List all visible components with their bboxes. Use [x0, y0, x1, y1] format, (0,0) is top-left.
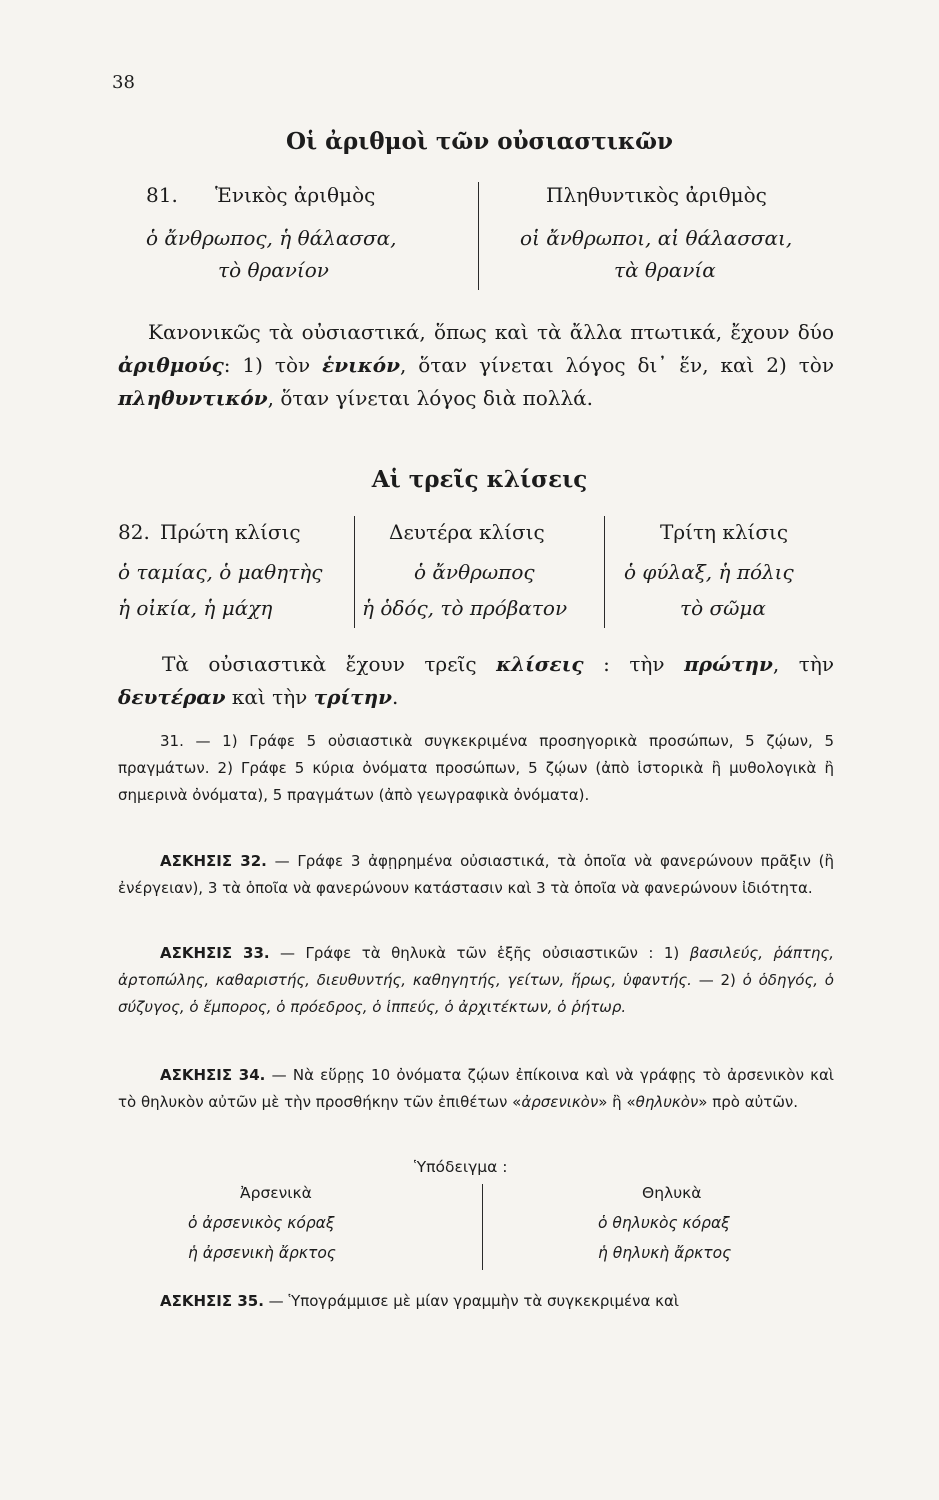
term-numbers: ἀριθμούς	[118, 353, 224, 377]
singular-examples-line1: ὁ ἄνθρωπος, ἡ θάλασσα,	[146, 226, 397, 250]
exercise-32: ΑΣΚΗΣΙΣ 32. — Γράφε 3 ἀφῃρημένα οὐσιαστικά, τὰ ὁποῖα νὰ φανερώνουν πρᾶξιν (ἢ ἐνέργειαν), 3 τὰ ὁποῖα νὰ φανερώνουν κατάστασιν καὶ 3 τὰ ὁποῖα νὰ φανερώνουν ἰδιότητα.	[118, 852, 834, 897]
example-divider	[482, 1184, 483, 1270]
column-divider-1	[354, 516, 355, 628]
exercise-31: 31. — 1) Γράφε 5 οὐσιαστικὰ συγκεκριμένα προσηγορικὰ προσώπων, 5 ζῴων, 5 πραγμάτων. 2) Γράφε 5 κύρια ὀνόματα προσώπων, 5 ζῴων (ἀπὸ ἱστορικὰ ἢ μυθολογικὰ ἢ σημερινὰ ὀνόματα), 5 πραγμάτων (ἀπὸ γεωγραφικὰ ὀνόματα).	[118, 732, 834, 804]
exercise-34: ΑΣΚΗΣΙΣ 34. — Νὰ εὕρῃς 10 ὀνόματα ζῴων ἐπίκοινα καὶ νὰ γράφῃς τὸ ἀρσενικὸν καὶ τὸ θηλυκὸν αὐτῶν μὲ τὴν προσθήκην τῶν ἐπιθέτων «ἀρσενικὸν» ἢ «θηλυκὸν» πρὸ αὐτῶν.	[118, 1066, 834, 1111]
exercise-33-label: ΑΣΚΗΣΙΣ 33.	[160, 944, 270, 962]
second-declension-line1: ὁ ἄνθρωπος	[414, 560, 535, 584]
third-declension-line1: ὁ φύλαξ, ἡ πόλις	[624, 560, 794, 584]
masculine-header: Ἀρσενικὰ	[240, 1184, 312, 1202]
term-plural: πληθυντικόν	[118, 386, 268, 410]
masculine-example-2: ἡ ἀρσενικὴ ἄρκτος	[188, 1244, 336, 1262]
column-divider	[478, 182, 479, 290]
term-first: πρώτην	[684, 652, 773, 676]
exercise-35: ΑΣΚΗΣΙΣ 35. — Ὑπογράμμισε μὲ μίαν γραμμὴν τὰ συγκεκριμένα καὶ	[160, 1292, 679, 1310]
example-label: Ὑπόδειγμα :	[414, 1158, 508, 1176]
exercise-32-label: ΑΣΚΗΣΙΣ 32.	[160, 852, 267, 870]
item-number-81: 81.	[146, 183, 178, 207]
singular-examples-line2: τὸ θρανίον	[218, 258, 329, 282]
item-number-82: 82.	[118, 520, 150, 544]
first-declension-header: Πρώτη κλίσις	[160, 520, 301, 544]
section-title-numbers: Οἱ ἀριθμοὶ τῶν οὐσιαστικῶν	[285, 128, 674, 155]
plural-header: Πληθυντικὸς ἀριθμὸς	[546, 183, 767, 207]
exercise-33: ΑΣΚΗΣΙΣ 33. — Γράφε τὰ θηλυκὰ τῶν ἑξῆς οὐσιαστικῶν : 1) βασιλεύς, ῥάπτης, ἀρτοπώλης, καθαριστής, διευθυντής, καθηγητής, γείτων, ἥρως, ὑφαντής. — 2) ὁ ὁδηγός, ὁ σύζυγος, ὁ ἔμπορος, ὁ πρόεδρος, ὁ ἱππεύς, ὁ ἀρχιτέκτων, ὁ ῥήτωρ.	[118, 944, 834, 1016]
column-divider-2	[604, 516, 605, 628]
exercise-34-label: ΑΣΚΗΣΙΣ 34.	[160, 1066, 266, 1084]
numbers-rule-paragraph: Κανονικῶς τὰ οὐσιαστικά, ὅπως καὶ τὰ ἄλλα πτωτικά, ἔχουν δύο ἀριθμούς: 1) τὸν ἑνικόν, ὅταν γίνεται λόγος δι᾽ ἕν, καὶ 2) τὸν πληθυντικόν, ὅταν γίνεται λόγος διὰ πολλά.	[118, 320, 834, 410]
plural-examples-line1: οἱ ἄνθρωποι, αἱ θάλασσαι,	[520, 226, 793, 250]
singular-header: Ἑνικὸς ἀριθμὸς	[215, 183, 376, 207]
masculine-example-1: ὁ ἀρσενικὸς κόραξ	[188, 1214, 335, 1232]
term-singular: ἑνικόν	[322, 353, 400, 377]
term-third: τρίτην	[313, 685, 392, 709]
feminine-example-2: ἡ θηλυκὴ ἄρκτος	[598, 1244, 732, 1262]
section-title-declensions: Αἱ τρεῖς κλίσεις	[371, 466, 588, 493]
third-declension-line2: τὸ σῶμα	[680, 596, 766, 620]
first-declension-line2: ἡ οἰκία, ἡ μάχη	[118, 596, 273, 620]
exercise-35-label: ΑΣΚΗΣΙΣ 35.	[160, 1292, 264, 1310]
first-declension-line1: ὁ ταμίας, ὁ μαθητὴς	[118, 560, 323, 584]
feminine-example-1: ὁ θηλυκὸς κόραξ	[598, 1214, 730, 1232]
term-declensions: κλίσεις	[496, 652, 584, 676]
plural-examples-line2: τὰ θρανία	[614, 258, 716, 282]
page-number: 38	[112, 72, 135, 93]
second-declension-line2: ἡ ὁδός, τὸ πρόβατον	[362, 596, 568, 620]
second-declension-header: Δευτέρα κλίσις	[389, 520, 545, 544]
feminine-header: Θηλυκὰ	[642, 1184, 702, 1202]
declensions-rule-paragraph: Τὰ οὐσιαστικὰ ἔχουν τρεῖς κλίσεις : τὴν πρώτην, τὴν δευτέραν καὶ τὴν τρίτην.	[118, 652, 834, 709]
third-declension-header: Τρίτη κλίσις	[660, 520, 789, 544]
term-second: δευτέραν	[118, 685, 226, 709]
